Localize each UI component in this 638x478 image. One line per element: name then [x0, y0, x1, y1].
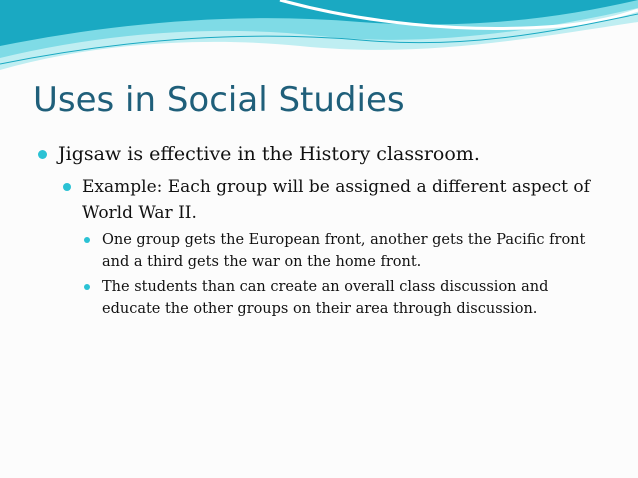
bullet-text: Example: Each group will be assigned a different aspect of World War II.: [82, 177, 590, 223]
bullet-text: One group gets the European front, another gets the Pacific front and a third gets the war on the home front.: [102, 232, 586, 270]
bullet-level-1: [58, 141, 618, 167]
bullet-level-3: [102, 276, 592, 320]
slide-title: Uses in Social Studies: [33, 80, 405, 120]
bullet-text: The students than can create an overall class discussion and educate the other groups on their area through discussion.: [102, 279, 549, 317]
bullet-level-2: [82, 174, 607, 226]
bullet-level-3: [102, 229, 592, 273]
header-wave-decoration: [0, 0, 638, 80]
bullet-dot-icon: [84, 284, 90, 290]
bullet-dot-icon: [38, 150, 47, 159]
bullet-text: Jigsaw is effective in the History classroom.: [58, 143, 480, 165]
bullet-dot-icon: [63, 183, 71, 191]
bullet-dot-icon: [84, 237, 90, 243]
